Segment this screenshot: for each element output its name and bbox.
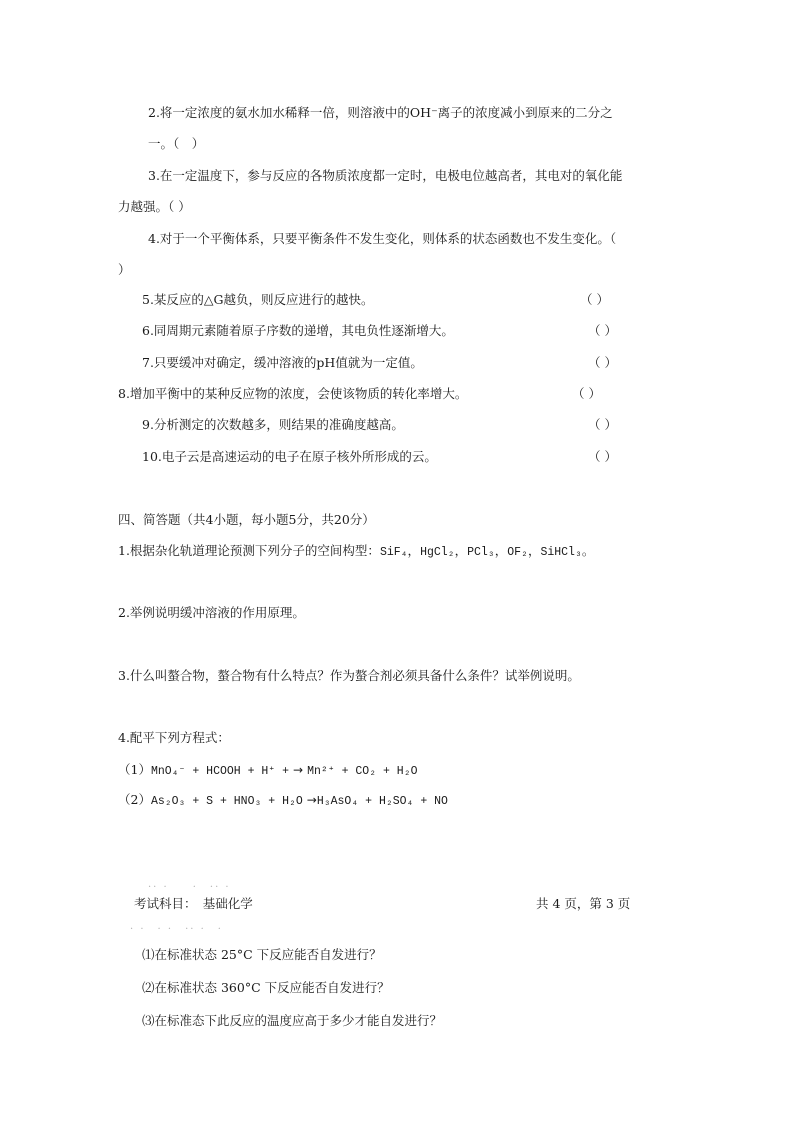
footer-subject: 考试科目： 基础化学 xyxy=(134,896,253,911)
tf-item-9: 9.分析测定的次数越多，则结果的准确度越高。 xyxy=(142,417,404,432)
equation-2: （2）As₂O₃ + S + HNO₃ + H₂O →H₃AsO₄ + H₂SO₄ + NO xyxy=(118,792,448,808)
tf-item-3-cont: 力越强。（ ） xyxy=(118,199,191,214)
reaction-arrow-icon: → xyxy=(293,763,304,777)
tf-item-6: 6.同周期元素随着原子序数的递增，其电负性逐渐增大。 xyxy=(142,323,454,338)
equation-1-rhs: Mn²⁺ + CO₂ + H₂O xyxy=(307,765,418,778)
tf-item-9-blank: （ ） xyxy=(588,417,617,432)
species-3: PCl₃ xyxy=(467,546,495,559)
sub-question-2: ⑵在标准状态 360°C 下反应能否自发进行？ xyxy=(142,980,390,995)
tf-item-3: 3.在一定温度下，参与反应的各物质浓度都一定时，电极电位越高者，其电对的氧化能 xyxy=(148,168,623,183)
species-5: SiHCl₃ xyxy=(540,546,582,559)
bleed-through-marks: · · · · ·· · · xyxy=(130,924,223,935)
tf-item-7-blank: （ ） xyxy=(588,355,617,370)
species-1: SiF₄ xyxy=(379,546,408,559)
tf-item-2: 2.将一定浓度的氨水加水稀释一倍，则溶液中的OH⁻离子的浓度减小到原来的二分之 xyxy=(148,105,613,120)
tf-item-4: 4.对于一个平衡体系，只要平衡条件不发生变化，则体系的状态函数也不发生变化。（ xyxy=(148,231,617,246)
question-3: 3.什么叫螯合物，螯合物有什么特点？作为螯合剂必须具备什么条件？试举例说明。 xyxy=(118,668,580,683)
equation-2-rhs: H₃AsO₄ + H₂SO₄ + NO xyxy=(316,795,448,808)
tf-item-8: 8.增加平衡中的某种反应物的浓度，会使该物质的转化率增大。 xyxy=(118,386,468,401)
tf-item-8-blank: （ ） xyxy=(572,386,601,401)
tf-item-10-blank: （ ） xyxy=(588,449,617,464)
tf-item-4-cont: ） xyxy=(118,262,131,277)
species-4: OF₂ xyxy=(507,546,528,559)
sub-question-1: ⑴在标准状态 25°C 下反应能否自发进行？ xyxy=(142,947,382,962)
tf-item-2-cont: 一。（ ） xyxy=(148,136,205,151)
tf-item-5: 5.某反应的△G越负，则反应进行的越快。 xyxy=(142,292,374,307)
tf-item-5-blank: （ ） xyxy=(580,292,609,307)
equation-2-lhs: As₂O₃ + S + HNO₃ + H₂O xyxy=(150,795,303,808)
question-4: 4.配平下列方程式： xyxy=(118,730,230,745)
equation-1-lhs: MnO₄⁻ + HCOOH + H⁺ + xyxy=(150,765,290,778)
section-heading: 四、简答题（共4小题，每小题5分，共20分） xyxy=(118,512,375,527)
tf-item-10: 10.电子云是高速运动的电子在原子核外所形成的云。 xyxy=(142,449,437,464)
question-2: 2.举例说明缓冲溶液的作用原理。 xyxy=(118,605,305,620)
footer-page-info: 共 4 页，第 3 页 xyxy=(536,896,631,911)
species-2: HgCl₂ xyxy=(420,546,455,559)
sub-question-3: ⑶在标准态下此反应的温度应高于多少才能自发进行？ xyxy=(142,1013,443,1028)
question-1: 1.根据杂化轨道理论预测下列分子的空间构型：SiF₄，HgCl₂，PCl₃，OF₂，SiHCl₃。 xyxy=(118,543,595,559)
equation-1: （1）MnO₄⁻ + HCOOH + H⁺ + → Mn²⁺ + CO₂ + H₂O xyxy=(118,762,418,778)
reaction-arrow-icon: → xyxy=(306,793,317,807)
tf-item-6-blank: （ ） xyxy=(588,323,617,338)
bleed-through-marks: ·· · · ·· · xyxy=(148,882,231,893)
tf-item-7: 7.只要缓冲对确定，缓冲溶液的pH值就为一定值。 xyxy=(142,355,423,370)
